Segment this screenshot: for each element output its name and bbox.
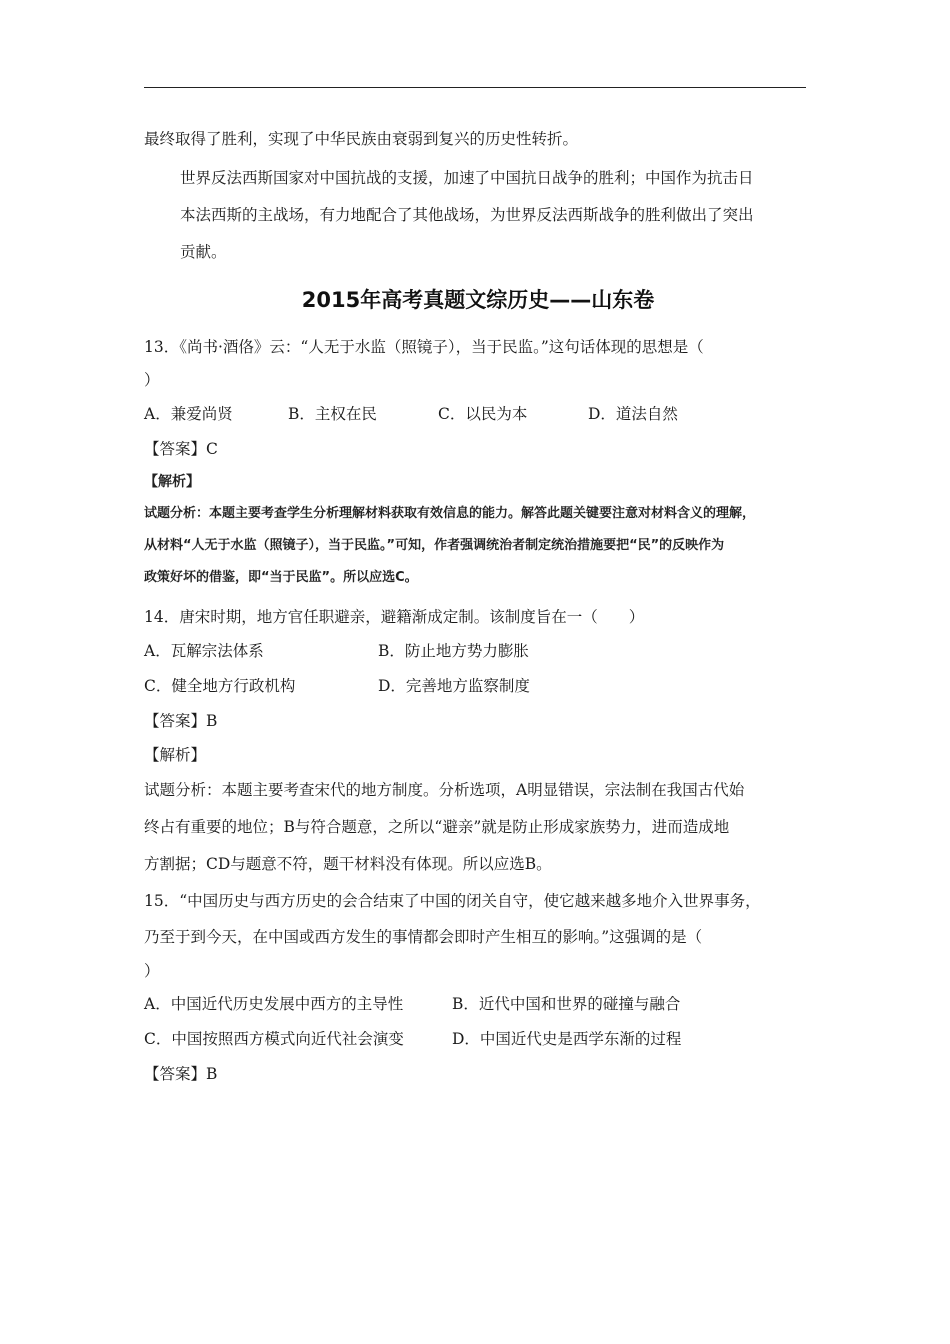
option-b: B．防止地方势力膨胀 xyxy=(378,642,529,660)
option-c: C．以民为本 xyxy=(438,405,528,423)
analysis-text: 试题分析：本题主要考查学生分析理解材料获取有效信息的能力。解答此题关键要注意对材料含义的理解， xyxy=(144,506,756,521)
analysis-text: 方割据；CD与题意不符，题干材料没有体现。所以应选B。 xyxy=(144,855,552,873)
question-stem: 14．唐宋时期，地方官任职避亲，避籍渐成定制。该制度旨在一（ ） xyxy=(144,608,645,626)
question-stem: ） xyxy=(144,371,160,389)
question-options xyxy=(144,669,812,704)
page-title: 2015年高考真题文综历史——山东卷 xyxy=(301,288,655,312)
option-a: A．兼爱尚贤 xyxy=(144,405,233,423)
analysis-text: 试题分析：本题主要考查宋代的地方制度。分析选项，A明显错误，宗法制在我国古代始 xyxy=(144,781,745,799)
header-rule xyxy=(144,87,806,88)
question-stem: 乃至于到今天，在中国或西方发生的事情都会即时产生相互的影响。”这强调的是（ xyxy=(144,928,703,946)
option-a: A．瓦解宗法体系 xyxy=(144,642,264,660)
question-stem: 15．“中国历史与西方历史的会合结束了中国的闭关自守，使它越来越多地介入世界事务， xyxy=(144,892,761,910)
option-d: D．中国近代史是西学东渐的过程 xyxy=(452,1030,682,1048)
analysis-label: 【解析】 xyxy=(144,746,207,764)
option-b: B．近代中国和世界的碰撞与融合 xyxy=(452,995,681,1013)
intro-para-line: 本法西斯的主战场，有力地配合了其他战场，为世界反法西斯战争的胜利做出了突出 xyxy=(180,206,754,224)
analysis-text: 从材料“人无于水监（照镜子），当于民监。”可知，作者强调统治者制定统治措施要把“民”的反映作为 xyxy=(144,538,725,553)
document-content xyxy=(144,122,812,1091)
question-13 xyxy=(144,329,812,594)
answer-label: 【答案】B xyxy=(144,1065,218,1083)
option-d: D．完善地方监察制度 xyxy=(378,677,530,695)
answer-label: 【答案】C xyxy=(144,440,218,458)
option-d: D．道法自然 xyxy=(588,405,678,423)
question-options xyxy=(144,397,812,432)
question-14 xyxy=(144,600,812,883)
option-c: C．健全地方行政机构 xyxy=(144,677,296,695)
option-c: C．中国按照西方模式向近代社会演变 xyxy=(144,1030,404,1048)
option-b: B．主权在民 xyxy=(288,405,377,423)
question-15 xyxy=(144,883,812,1091)
analysis-text: 终占有重要的地位；B与符合题意，之所以“避亲”就是防止形成家族势力，进而造成地 xyxy=(144,818,730,836)
question-options xyxy=(144,634,812,669)
intro-line: 最终取得了胜利，实现了中华民族由衰弱到复兴的历史性转折。 xyxy=(144,130,579,148)
analysis-label: 【解析】 xyxy=(144,474,200,490)
question-options xyxy=(144,1022,812,1057)
answer-label: 【答案】B xyxy=(144,712,218,730)
question-stem: ） xyxy=(144,962,160,980)
intro-para-line: 贡献。 xyxy=(180,243,227,261)
question-stem: 13．《尚书·酒佫》云：“人无于水监（照镜子），当于民监。”这句话体现的思想是（ xyxy=(144,338,704,356)
question-options xyxy=(144,987,812,1022)
option-a: A．中国近代历史发展中西方的主导性 xyxy=(144,995,404,1013)
intro-para-line: 世界反法西斯国家对中国抗战的支援，加速了中国抗日战争的胜利；中国作为抗击日 xyxy=(180,169,754,187)
analysis-text: 政策好坏的借鉴，即“当于民监”。所以应选C。 xyxy=(144,570,418,585)
